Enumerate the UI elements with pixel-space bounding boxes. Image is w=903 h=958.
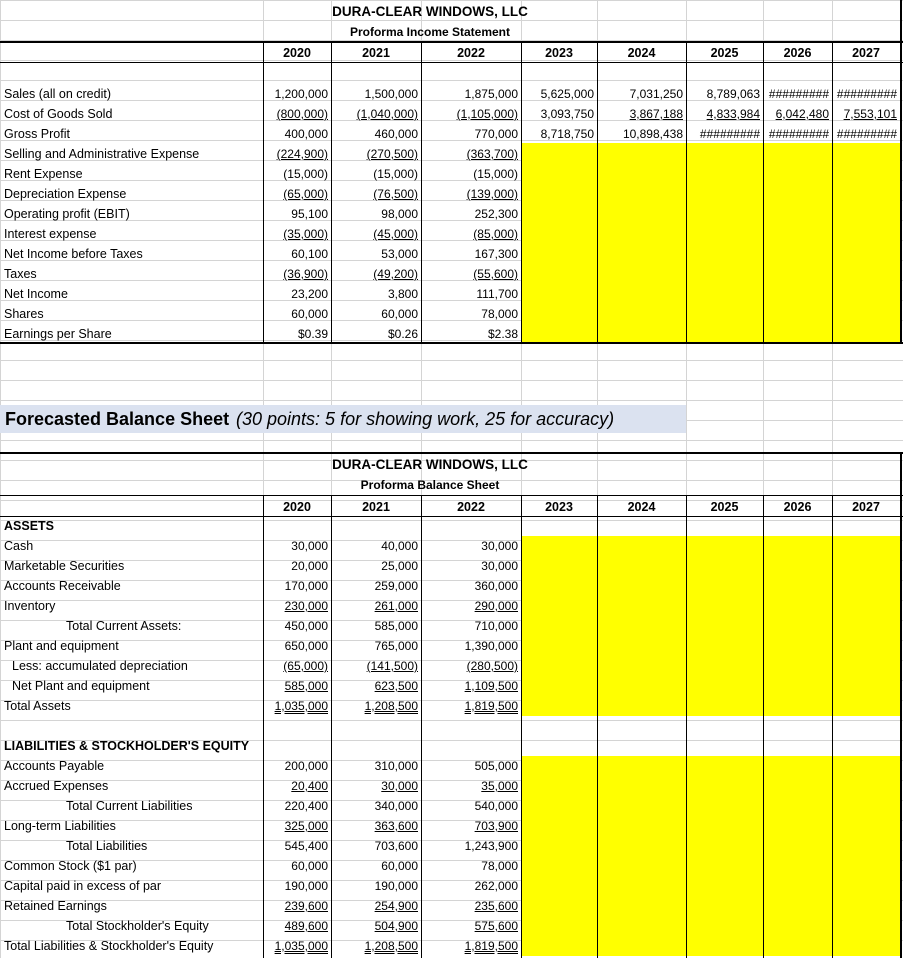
row-label: Accounts Payable	[4, 759, 105, 773]
border-line	[421, 42, 422, 343]
value-cell[interactable]: (36,900)	[283, 267, 328, 281]
row-label: Net Plant and equipment	[12, 679, 150, 693]
value-cell[interactable]: 545,400	[284, 839, 328, 853]
value-cell[interactable]: 363,600	[374, 819, 418, 833]
value-cell[interactable]: 400,000	[284, 127, 328, 141]
value-cell[interactable]: 262,000	[474, 879, 518, 893]
value-cell[interactable]: (363,700)	[466, 147, 518, 161]
border-line	[421, 496, 422, 958]
value-cell[interactable]: 1,208,500	[364, 939, 418, 953]
value-cell[interactable]: 770,000	[474, 127, 518, 141]
border-line	[0, 62, 903, 63]
row-label: Capital paid in excess of par	[4, 879, 162, 893]
value-cell[interactable]: 35,000	[481, 779, 518, 793]
value-cell[interactable]: 340,000	[374, 799, 418, 813]
value-cell[interactable]: 7,031,250	[629, 87, 683, 101]
value-cell[interactable]: 360,000	[474, 579, 518, 593]
value-cell[interactable]: (49,200)	[373, 267, 418, 281]
row-label: Long-term Liabilities	[4, 819, 116, 833]
border-line	[0, 41, 903, 43]
value-cell[interactable]: 1,200,000	[274, 87, 328, 101]
value-cell[interactable]: 60,000	[291, 859, 328, 873]
answer-area-highlight	[521, 536, 902, 716]
value-cell[interactable]: 10,898,438	[622, 127, 683, 141]
value-cell[interactable]: 60,000	[381, 307, 418, 321]
value-cell[interactable]: 585,000	[374, 619, 418, 633]
value-cell[interactable]: (45,000)	[373, 227, 418, 241]
year-header-2020: 2020	[283, 46, 311, 60]
year-header-2022: 2022	[457, 46, 485, 60]
value-cell[interactable]: 235,600	[474, 899, 518, 913]
row-label: Total Current Liabilities	[66, 799, 193, 813]
value-cell[interactable]: 1,390,000	[464, 639, 518, 653]
row-label: Net Income	[4, 287, 68, 301]
value-cell[interactable]: 1,208,500	[364, 699, 418, 713]
value-cell[interactable]: 53,000	[381, 247, 418, 261]
value-cell[interactable]: 259,000	[374, 579, 418, 593]
value-cell[interactable]: 8,718,750	[540, 127, 594, 141]
row-label: Gross Profit	[4, 127, 70, 141]
value-cell[interactable]: 190,000	[284, 879, 328, 893]
border-line	[686, 496, 687, 958]
year-header-2020: 2020	[283, 500, 311, 514]
value-cell[interactable]: 1,819,500	[464, 699, 518, 713]
answer-area-highlight	[521, 756, 902, 956]
row-label: Plant and equipment	[4, 639, 119, 653]
row-label: Cost of Goods Sold	[4, 107, 113, 121]
border-line	[900, 0, 902, 343]
value-cell[interactable]: 310,000	[374, 759, 418, 773]
value-cell[interactable]: 239,600	[284, 899, 328, 913]
border-line	[900, 453, 902, 958]
value-cell[interactable]: 460,000	[374, 127, 418, 141]
row-label: Marketable Securities	[4, 559, 125, 573]
value-cell[interactable]: 1,243,900	[464, 839, 518, 853]
border-line	[0, 495, 903, 496]
year-header-2027: 2027	[852, 500, 880, 514]
row-label: Total Liabilities	[66, 839, 148, 853]
value-cell[interactable]: 170,000	[284, 579, 328, 593]
assets-header: ASSETS	[4, 519, 55, 533]
row-label: Less: accumulated depreciation	[12, 659, 188, 673]
value-cell[interactable]: 4,833,984	[706, 107, 760, 121]
border-line	[832, 496, 833, 958]
value-cell[interactable]: (85,000)	[473, 227, 518, 241]
row-label: Earnings per Share	[4, 327, 112, 341]
row-label: Shares	[4, 307, 44, 321]
value-cell[interactable]: 489,600	[284, 919, 328, 933]
value-cell[interactable]: 585,000	[284, 679, 328, 693]
value-cell[interactable]: (35,000)	[283, 227, 328, 241]
value-cell[interactable]: 1,035,000	[274, 699, 328, 713]
value-cell[interactable]: (280,500)	[466, 659, 518, 673]
value-cell[interactable]: 650,000	[284, 639, 328, 653]
row-label: Selling and Administrative Expense	[4, 147, 200, 161]
year-header-2021: 2021	[362, 500, 390, 514]
value-cell[interactable]: 3,800	[387, 287, 418, 301]
year-header-2025: 2025	[710, 500, 739, 514]
balance-sheet-title: Proforma Balance Sheet	[360, 478, 500, 492]
year-header-2024: 2024	[627, 46, 656, 60]
value-cell[interactable]: 3,093,750	[540, 107, 594, 121]
value-cell[interactable]: $2.38	[487, 327, 518, 341]
value-cell[interactable]: 230,000	[284, 599, 328, 613]
value-cell[interactable]: 7,553,101	[843, 107, 897, 121]
value-cell[interactable]: 23,200	[291, 287, 328, 301]
liabilities-header: LIABILITIES & STOCKHOLDER'S EQUITY	[4, 739, 250, 753]
row-label: Net Income before Taxes	[4, 247, 143, 261]
value-cell[interactable]: 78,000	[481, 859, 518, 873]
border-line	[0, 342, 903, 344]
row-label: Total Liabilities & Stockholder's Equity	[4, 939, 214, 953]
value-cell[interactable]: 5,625,000	[540, 87, 594, 101]
row-label: Taxes	[4, 267, 37, 281]
value-cell[interactable]: (224,900)	[276, 147, 328, 161]
border-line	[0, 516, 903, 517]
row-label: Retained Earnings	[4, 899, 107, 913]
value-cell[interactable]: 60,000	[381, 859, 418, 873]
banner-title: Forecasted Balance Sheet	[5, 409, 230, 429]
balance-sheet-banner	[0, 405, 686, 433]
row-label: Rent Expense	[4, 167, 83, 181]
value-cell[interactable]: 167,300	[474, 247, 518, 261]
value-cell[interactable]: 20,000	[291, 559, 328, 573]
value-cell[interactable]: (800,000)	[276, 107, 328, 121]
value-cell[interactable]: (270,500)	[366, 147, 418, 161]
year-header-2023: 2023	[545, 500, 573, 514]
value-cell[interactable]: 30,000	[291, 539, 328, 553]
value-cell[interactable]: (55,600)	[473, 267, 518, 281]
value-cell[interactable]: (15,000)	[283, 167, 328, 181]
year-header-2024: 2024	[627, 500, 656, 514]
border-line	[331, 42, 332, 343]
banner-note: (30 points: 5 for showing work, 25 for accuracy)	[236, 409, 615, 429]
value-cell[interactable]: 1,875,000	[464, 87, 518, 101]
value-cell[interactable]: $0.26	[387, 327, 418, 341]
value-cell[interactable]: #########	[768, 87, 829, 101]
value-cell[interactable]: (15,000)	[373, 167, 418, 181]
row-label: Total Current Assets:	[66, 619, 182, 633]
value-cell[interactable]: 6,042,480	[775, 107, 829, 121]
value-cell[interactable]: 703,600	[374, 839, 418, 853]
value-cell[interactable]: 703,900	[474, 819, 518, 833]
value-cell[interactable]: 78,000	[481, 307, 518, 321]
value-cell[interactable]: 575,600	[474, 919, 518, 933]
year-header-2022: 2022	[457, 500, 485, 514]
border-line	[0, 452, 903, 454]
value-cell[interactable]: 20,400	[291, 779, 328, 793]
value-cell[interactable]: 450,000	[284, 619, 328, 633]
border-line	[597, 42, 598, 343]
year-header-2026: 2026	[783, 500, 812, 514]
value-cell[interactable]: 30,000	[481, 559, 518, 573]
row-label: Interest expense	[4, 227, 97, 241]
value-cell[interactable]: 30,000	[381, 779, 418, 793]
value-cell[interactable]: (15,000)	[473, 167, 518, 181]
value-cell[interactable]: (65,000)	[283, 659, 328, 673]
value-cell[interactable]: 505,000	[474, 759, 518, 773]
value-cell[interactable]: 8,789,063	[706, 87, 760, 101]
value-cell[interactable]: 111,700	[476, 287, 518, 301]
value-cell[interactable]: 710,000	[474, 619, 518, 633]
row-label: Common Stock ($1 par)	[4, 859, 137, 873]
value-cell[interactable]: 1,819,500	[464, 939, 518, 953]
income-statement-title: Proforma Income Statement	[349, 25, 511, 39]
value-cell[interactable]: 190,000	[374, 879, 418, 893]
value-cell[interactable]: (141,500)	[366, 659, 418, 673]
income-company-title: DURA-CLEAR WINDOWS, LLC	[332, 4, 528, 19]
year-header-2023: 2023	[545, 46, 573, 60]
row-label: Accrued Expenses	[4, 779, 109, 793]
row-label: Cash	[4, 539, 34, 553]
value-cell[interactable]: 60,000	[291, 307, 328, 321]
answer-area-highlight	[521, 143, 902, 343]
value-cell[interactable]: 95,100	[291, 207, 328, 221]
value-cell[interactable]: 261,000	[374, 599, 418, 613]
value-cell[interactable]: (76,500)	[373, 187, 418, 201]
border-line	[521, 496, 522, 958]
row-label: Accounts Receivable	[4, 579, 121, 593]
value-cell[interactable]: (65,000)	[283, 187, 328, 201]
border-line	[263, 496, 264, 958]
value-cell[interactable]: 200,000	[284, 759, 328, 773]
border-line	[763, 42, 764, 343]
value-cell[interactable]: (1,105,000)	[456, 107, 518, 121]
border-line	[597, 496, 598, 958]
value-cell[interactable]: 1,500,000	[364, 87, 418, 101]
value-cell[interactable]: #########	[768, 127, 829, 141]
row-label: Inventory	[4, 599, 56, 613]
value-cell[interactable]: 290,000	[474, 599, 518, 613]
year-header-2021: 2021	[362, 46, 390, 60]
border-line	[763, 496, 764, 958]
balance-company-title: DURA-CLEAR WINDOWS, LLC	[332, 457, 528, 472]
row-label: Operating profit (EBIT)	[4, 207, 130, 221]
value-cell[interactable]: 25,000	[381, 559, 418, 573]
border-line	[521, 42, 522, 343]
year-header-2026: 2026	[783, 46, 812, 60]
value-cell[interactable]: #########	[836, 127, 897, 141]
border-line	[832, 42, 833, 343]
value-cell[interactable]: 765,000	[374, 639, 418, 653]
row-label: Total Assets	[4, 699, 71, 713]
value-cell[interactable]: 220,400	[284, 799, 328, 813]
row-label: Depreciation Expense	[4, 187, 127, 201]
value-cell[interactable]: 504,900	[374, 919, 418, 933]
value-cell[interactable]: (1,040,000)	[356, 107, 418, 121]
value-cell[interactable]: #########	[699, 127, 760, 141]
value-cell[interactable]: 252,300	[474, 207, 518, 221]
border-line	[263, 42, 264, 343]
value-cell[interactable]: 623,500	[374, 679, 418, 693]
value-cell[interactable]: 325,000	[284, 819, 328, 833]
year-header-2027: 2027	[852, 46, 880, 60]
year-header-2025: 2025	[710, 46, 739, 60]
value-cell[interactable]: 40,000	[381, 539, 418, 553]
value-cell[interactable]: 30,000	[481, 539, 518, 553]
value-cell[interactable]: 3,867,188	[629, 107, 683, 121]
value-cell[interactable]: (139,000)	[466, 187, 518, 201]
value-cell[interactable]: 1,109,500	[464, 679, 518, 693]
row-label: Total Stockholder's Equity	[66, 919, 209, 933]
value-cell[interactable]: $0.39	[297, 327, 328, 341]
value-cell[interactable]: 1,035,000	[274, 939, 328, 953]
row-label: Sales (all on credit)	[4, 87, 111, 101]
value-cell[interactable]: 254,900	[374, 899, 418, 913]
border-line	[331, 496, 332, 958]
value-cell[interactable]: #########	[836, 87, 897, 101]
border-line	[686, 42, 687, 343]
value-cell[interactable]: 60,100	[291, 247, 328, 261]
value-cell[interactable]: 98,000	[381, 207, 418, 221]
value-cell[interactable]: 540,000	[474, 799, 518, 813]
